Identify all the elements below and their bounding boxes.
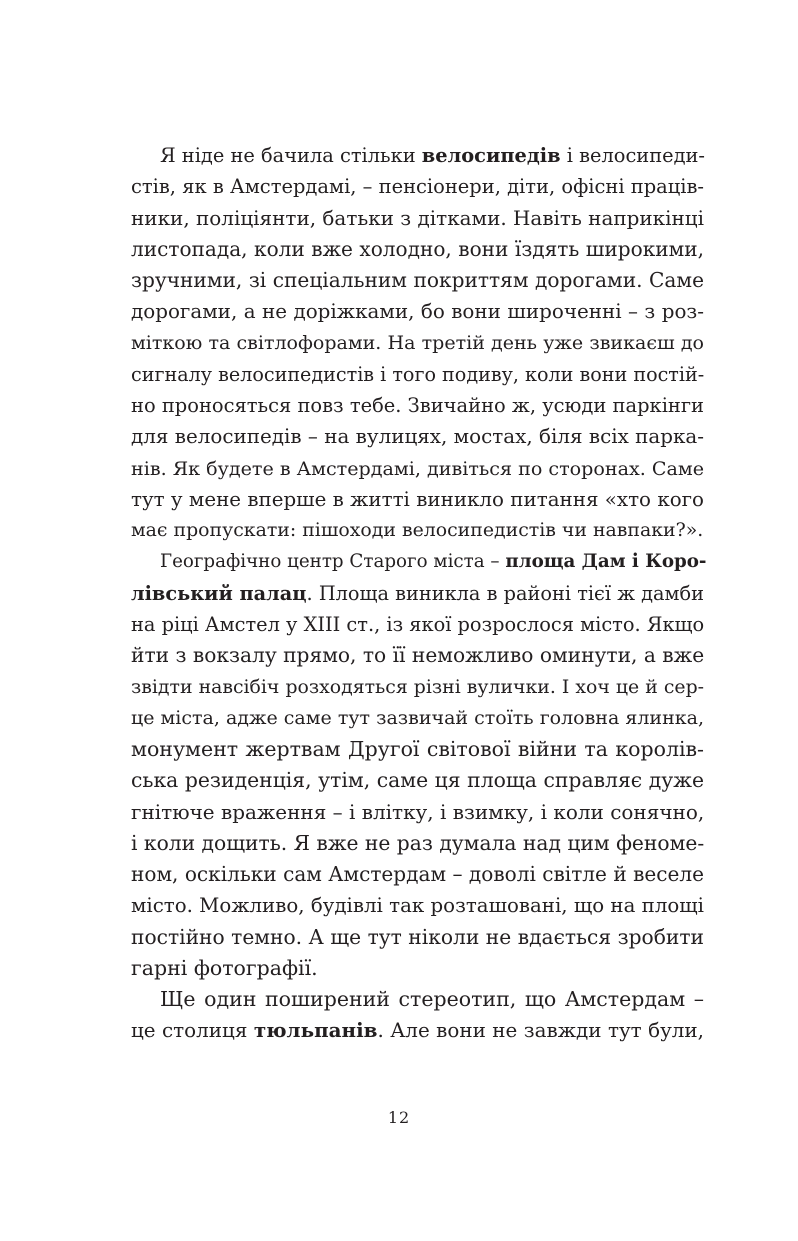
text-line [131, 390, 704, 421]
text-run: на ріці Амстел у XIII ст., із якої розрослося місто. Якщо [131, 612, 705, 636]
text-line [131, 703, 704, 734]
text-run: має пропускати: пішоходи велосипедистів чи навпаки?». [131, 519, 704, 542]
text-line [131, 984, 704, 1015]
text-line [131, 421, 704, 452]
text-run: нів. Як будете в Амстердамі, дивіться по сторонах. Саме [131, 456, 705, 480]
text-run: Я ніде не бачила стільки [160, 144, 422, 167]
text-line [131, 234, 704, 265]
text-line [131, 734, 704, 765]
text-run: і велосипеди- [560, 144, 705, 167]
bold-term: площа Дам і Коро- [505, 551, 707, 573]
bold-term: тюльпанів [253, 1018, 378, 1043]
text-run: гнітюче враження – і влітку, і взимку, і коли сонячно, [131, 799, 705, 824]
text-run: це міста, адже саме тут зазвичай стоїть головна ялинка, [131, 706, 704, 729]
text-line [131, 515, 704, 546]
text-run: дорогами, а не доріжками, бо вони широченні – з роз- [131, 300, 704, 324]
text-run: Ще один поширений стереотип, що Амстердам – [160, 987, 704, 1012]
text-run: но проносяться повз тебе. Звичайно ж, усюди паркінги [131, 394, 704, 418]
text-run: листопада, коли вже холодно, вони їздять широкими, [131, 236, 704, 261]
text-run: для велосипедів – на вулицях, мостах, біля всіх парка- [131, 425, 704, 449]
text-line [131, 609, 704, 640]
text-line [131, 640, 704, 671]
text-line [131, 828, 704, 859]
text-run: зручними, зі спеціальним покриттям дорогами. Саме [131, 268, 704, 293]
bold-term: велосипедів [421, 144, 561, 167]
text-run: стів, як в Амстердамі, – пенсіонери, діти, офісні праців- [131, 175, 704, 199]
text-line [131, 890, 704, 921]
text-run: . Площа виникла в районі тієї ж дамби [306, 581, 704, 605]
text-line [131, 953, 704, 984]
text-line [131, 328, 704, 359]
text-line [131, 296, 704, 327]
text-line [131, 1015, 704, 1046]
text-run: ники, поліціянти, батьки з дітками. Навіть наприкінці [131, 205, 704, 230]
text-line [131, 265, 704, 296]
text-run: йти з вокзалу прямо, то її неможливо оминути, а вже [131, 643, 705, 668]
text-run: тут у мене вперше в житті виникло питання «хто кого [131, 487, 704, 511]
bold-term: лівський палац [131, 581, 307, 605]
text-run: міткою та світлофорами. На третій день уже звикаєш до [131, 331, 704, 354]
text-line [131, 171, 704, 202]
text-run: це столиця [131, 1019, 254, 1043]
body-text [131, 140, 707, 1047]
text-run: і коли дощить. Я вже не раз думала над цим феноме- [131, 830, 705, 855]
text-line [131, 672, 704, 703]
text-line [131, 203, 704, 234]
text-line [131, 546, 707, 577]
text-line [131, 578, 704, 609]
text-line [131, 484, 704, 515]
text-line [131, 922, 704, 953]
text-line [131, 359, 704, 390]
text-line [131, 797, 704, 828]
text-run: монумент жертвам Другої світової війни та королів- [131, 737, 704, 762]
text-run: ном, оскільки сам Амстердам – доволі світле й веселе [131, 862, 704, 887]
text-run: місто. Можливо, будівлі так розташовані, що на площі [131, 894, 704, 918]
text-line [131, 859, 704, 890]
text-run: сигналу велосипедистів і того подиву, коли вони постій- [131, 362, 705, 386]
text-run: . Але вони не завжди тут були, [377, 1019, 704, 1043]
page-number: 12 [387, 1108, 411, 1127]
text-run: звідти навсібіч розходяться різні вулички. І хоч це й сер- [131, 676, 704, 698]
text-line [131, 140, 704, 171]
text-line [131, 453, 704, 484]
text-run: Географічно центр Старого міста – [160, 551, 506, 573]
text-run: постійно темно. А ще тут ніколи не вдається зробити [131, 924, 704, 949]
text-run: ська резиденція, утім, саме ця площа справляє дуже [131, 768, 704, 793]
text-line [131, 765, 704, 796]
text-run: гарні фотографії. [131, 955, 318, 980]
